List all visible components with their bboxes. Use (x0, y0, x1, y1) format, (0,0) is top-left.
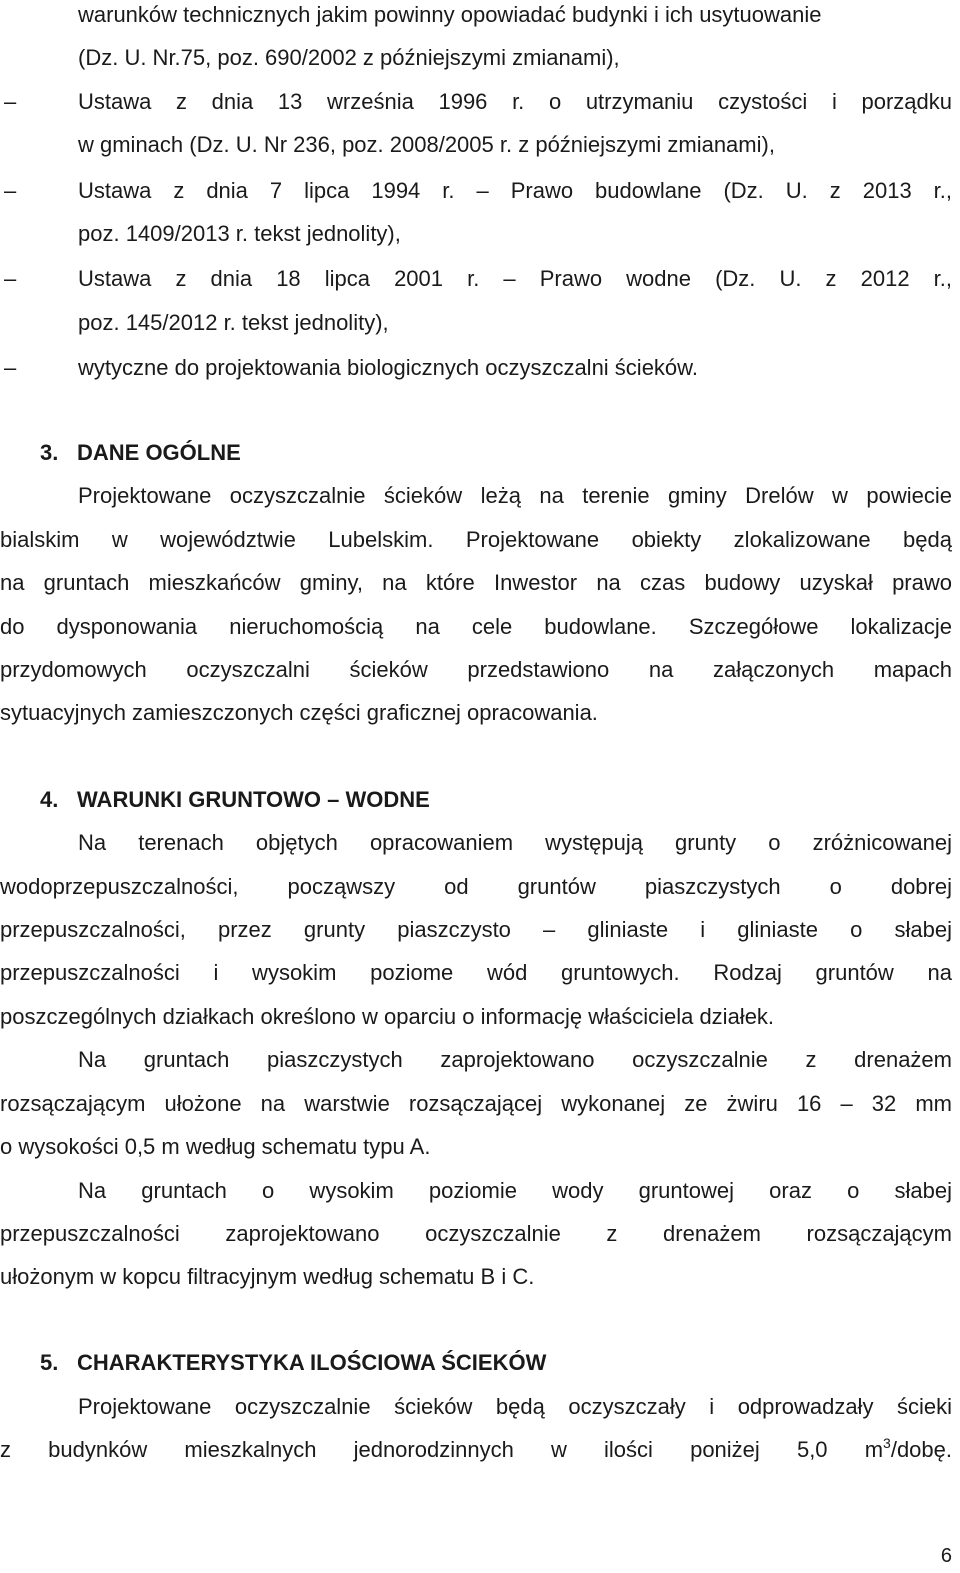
list-continuation-line: warunków technicznych jakim powinny opowiadać budynki i ich usytuowanie (78, 2, 822, 27)
paragraph-line: przepuszczalności, przez grunty piaszczysto – gliniaste i gliniaste o słabej (0, 917, 952, 942)
list-item-text: w gminach (Dz. U. Nr 236, poz. 2008/2005 r. z późniejszymi zmianami), (78, 132, 775, 157)
paragraph-line: Projektowane oczyszczalnie ścieków leżą na terenie gminy Drelów w powiecie (78, 483, 952, 508)
paragraph-line: rozsączającym ułożone na warstwie rozsączającej wykonanej ze żwiru 16 – 32 mm (0, 1091, 952, 1116)
list-item-text: Ustawa z dnia 7 lipca 1994 r. – Prawo budowlane (Dz. U. z 2013 r., (78, 178, 952, 203)
paragraph-line (0, 1435, 952, 1465)
list-item-text: wytyczne do projektowania biologicznych oczyszczalni ścieków. (78, 355, 698, 380)
section-title: CHARAKTERYSTYKA ILOŚCIOWA ŚCIEKÓW (77, 1350, 547, 1375)
list-item-text: Ustawa z dnia 13 września 1996 r. o utrzymaniu czystości i porządku (78, 89, 952, 114)
section-number: 5. (40, 1350, 59, 1375)
paragraph-text: z budynków mieszkalnych jednorodzinnych w ilości poniżej 5,0 m (0, 1437, 884, 1462)
paragraph-line: o wysokości 0,5 m według schematu typu A. (0, 1134, 431, 1159)
list-item-text: poz. 1409/2013 r. tekst jednolity), (78, 221, 401, 246)
list-dash: – (4, 355, 17, 380)
paragraph-line: Na terenach objętych opracowaniem występują grunty o zróżnicowanej (78, 830, 952, 855)
paragraph-line: na gruntach mieszkańców gminy, na które Inwestor na czas budowy uzyskał prawo (0, 570, 952, 595)
paragraph-line: do dysponowania nieruchomością na cele budowlane. Szczegółowe lokalizacje (0, 614, 952, 639)
paragraph-line: Na gruntach o wysokim poziomie wody gruntowej oraz o słabej (78, 1178, 952, 1203)
superscript: 3 (883, 1435, 891, 1451)
list-dash: – (4, 89, 17, 114)
paragraph-line: bialskim w województwie Lubelskim. Projektowane obiekty zlokalizowane będą (0, 527, 952, 552)
paragraph-line: przydomowych oczyszczalni ścieków przedstawiono na załączonych mapach (0, 657, 952, 682)
section-title: WARUNKI GRUNTOWO – WODNE (77, 787, 430, 812)
list-item-text: poz. 145/2012 r. tekst jednolity), (78, 310, 389, 335)
paragraph-line: przepuszczalności i wysokim poziome wód gruntowych. Rodzaj gruntów na (0, 960, 952, 985)
paragraph-line: poszczególnych działkach określono w oparciu o informację właściciela działek. (0, 1004, 775, 1029)
page-number: 6 (940, 1545, 952, 1567)
section-title: DANE OGÓLNE (77, 440, 241, 465)
paragraph-line: ułożonym w kopcu filtracyjnym według schematu B i C. (0, 1264, 535, 1289)
paragraph-line: wodoprzepuszczalności, począwszy od gruntów piaszczystych o dobrej (0, 874, 952, 899)
list-item-text: Ustawa z dnia 18 lipca 2001 r. – Prawo wodne (Dz. U. z 2012 r., (78, 266, 952, 291)
paragraph-text: /dobę. (890, 1437, 952, 1462)
section-number: 3. (40, 440, 59, 465)
paragraph-line: Na gruntach piaszczystych zaprojektowano oczyszczalnie z drenażem (78, 1047, 952, 1072)
paragraph-line: sytuacyjnych zamieszczonych części graficznej opracowania. (0, 700, 598, 725)
section-number: 4. (40, 787, 59, 812)
paragraph-line: Projektowane oczyszczalnie ścieków będą oczyszczały i odprowadzały ścieki (78, 1394, 952, 1419)
paragraph-line: przepuszczalności zaprojektowano oczyszczalnie z drenażem rozsączającym (0, 1221, 952, 1246)
list-dash: – (4, 266, 17, 291)
list-continuation-line: (Dz. U. Nr.75, poz. 690/2002 z późniejszymi zmianami), (78, 45, 620, 70)
list-dash: – (4, 178, 17, 203)
